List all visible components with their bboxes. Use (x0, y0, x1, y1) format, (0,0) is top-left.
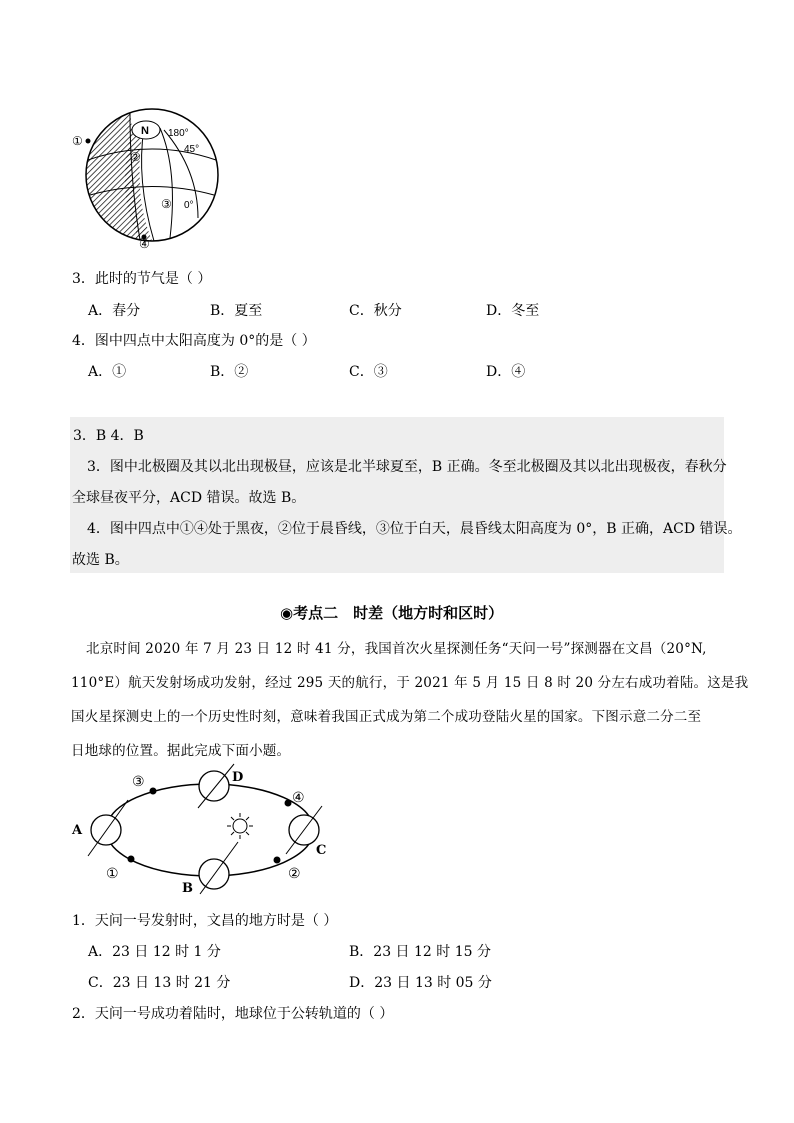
lon180-label: 180° (168, 128, 189, 139)
q1-stem: 1．天问一号发射时，文昌的地方时是（ ） (72, 913, 338, 929)
q1-option-a[interactable]: A．23 日 12 时 1 分 (88, 944, 221, 960)
point-2-label: ② (130, 150, 141, 164)
q1-option-b[interactable]: B．23 日 12 时 15 分 (349, 944, 491, 960)
point-1-label: ① (72, 134, 83, 148)
passage-line-3: 国火星探测史上的一个历史性时刻，意味着我国正式成为第二个成功登陆火星的国家。下图示意二分二至 (71, 709, 702, 725)
q4-stem: 4．图中四点中太阳高度为 0°的是（ ） (72, 333, 316, 349)
orbit-label-3: ③ (132, 774, 145, 790)
q4-option-c[interactable]: C．③ (349, 364, 388, 380)
q4-option-b[interactable]: B．② (210, 364, 249, 380)
earth-a (88, 800, 128, 856)
orbit-label-4: ④ (292, 790, 305, 806)
answer-explanation-box (70, 417, 742, 573)
point-4-label: ④ (139, 237, 150, 250)
explanation-4-line-1: 4．图中四点中①④处于黑夜，②位于晨昏线，③位于白天，晨昏线太阳高度为 0°，B 正确，ACD 错误。 (87, 521, 742, 537)
q4-option-a[interactable]: A．① (88, 364, 127, 380)
sun-icon (227, 813, 253, 839)
q1-option-d[interactable]: D．23 日 13 时 05 分 (349, 975, 492, 991)
answer-keys: 3．B 4．B (73, 428, 144, 444)
north-label: N (141, 125, 149, 137)
orbit-point-2-dot (274, 857, 281, 864)
passage-line-4: 日地球的位置。据此完成下面小题。 (71, 743, 291, 759)
explanation-4-line-2: 故选 B。 (72, 552, 129, 568)
q2-stem: 2．天问一号成功着陆时，地球位于公转轨道的（ ） (72, 1006, 394, 1022)
orbit-diagram (70, 762, 340, 898)
q1-option-c[interactable]: C．23 日 13 时 21 分 (88, 975, 231, 991)
orbit-point-1-dot (128, 856, 135, 863)
lon45-label: 45° (184, 144, 200, 155)
orbit-label-d: D (232, 770, 244, 785)
point-3-label: ③ (161, 197, 172, 211)
earth-b (199, 842, 238, 894)
lon0-label: 0° (184, 200, 194, 211)
orbit-label-2: ② (288, 866, 301, 882)
passage-line-2: 110°E）航天发射场成功发射，经过 295 天的航行，于 2021 年 5 月 15 日 8 时 20 分左右成功着陆。这是我 (71, 675, 749, 691)
orbit-label-a: A (72, 823, 83, 838)
explanation-3-line-2: 全球昼夜平分，ACD 错误。故选 B。 (72, 490, 306, 506)
orbit-label-c: C (316, 843, 327, 858)
earth-d (198, 764, 234, 808)
passage-line-1: 北京时间 2020 年 7 月 23 日 12 时 41 分，我国首次火星探测任务“天问一号”探测器在文昌（20°N, (86, 641, 707, 657)
q3-option-a[interactable]: A．春分 (88, 303, 141, 319)
point-1-dot (86, 139, 91, 144)
globe-diagram (70, 100, 230, 250)
q3-option-b[interactable]: B．夏至 (210, 303, 263, 319)
q3-option-d[interactable]: D．冬至 (486, 303, 540, 319)
explanation-3-line-1: 3．图中北极圈及其以北出现极昼，应该是北半球夏至，B 正确。冬至北极圈及其以北出现极夜，春秋分 (87, 459, 727, 475)
section-title: ◉考点二 时差（地方时和区时） (280, 604, 504, 622)
orbit-label-b: B (182, 881, 193, 896)
orbit-point-4-dot (285, 800, 292, 807)
orbit-label-1: ① (106, 866, 119, 882)
orbit-point-3-dot (150, 788, 157, 795)
q3-stem: 3．此时的节气是（ ） (72, 271, 212, 287)
q3-option-c[interactable]: C．秋分 (349, 303, 402, 319)
q4-option-d[interactable]: D．④ (486, 364, 526, 380)
